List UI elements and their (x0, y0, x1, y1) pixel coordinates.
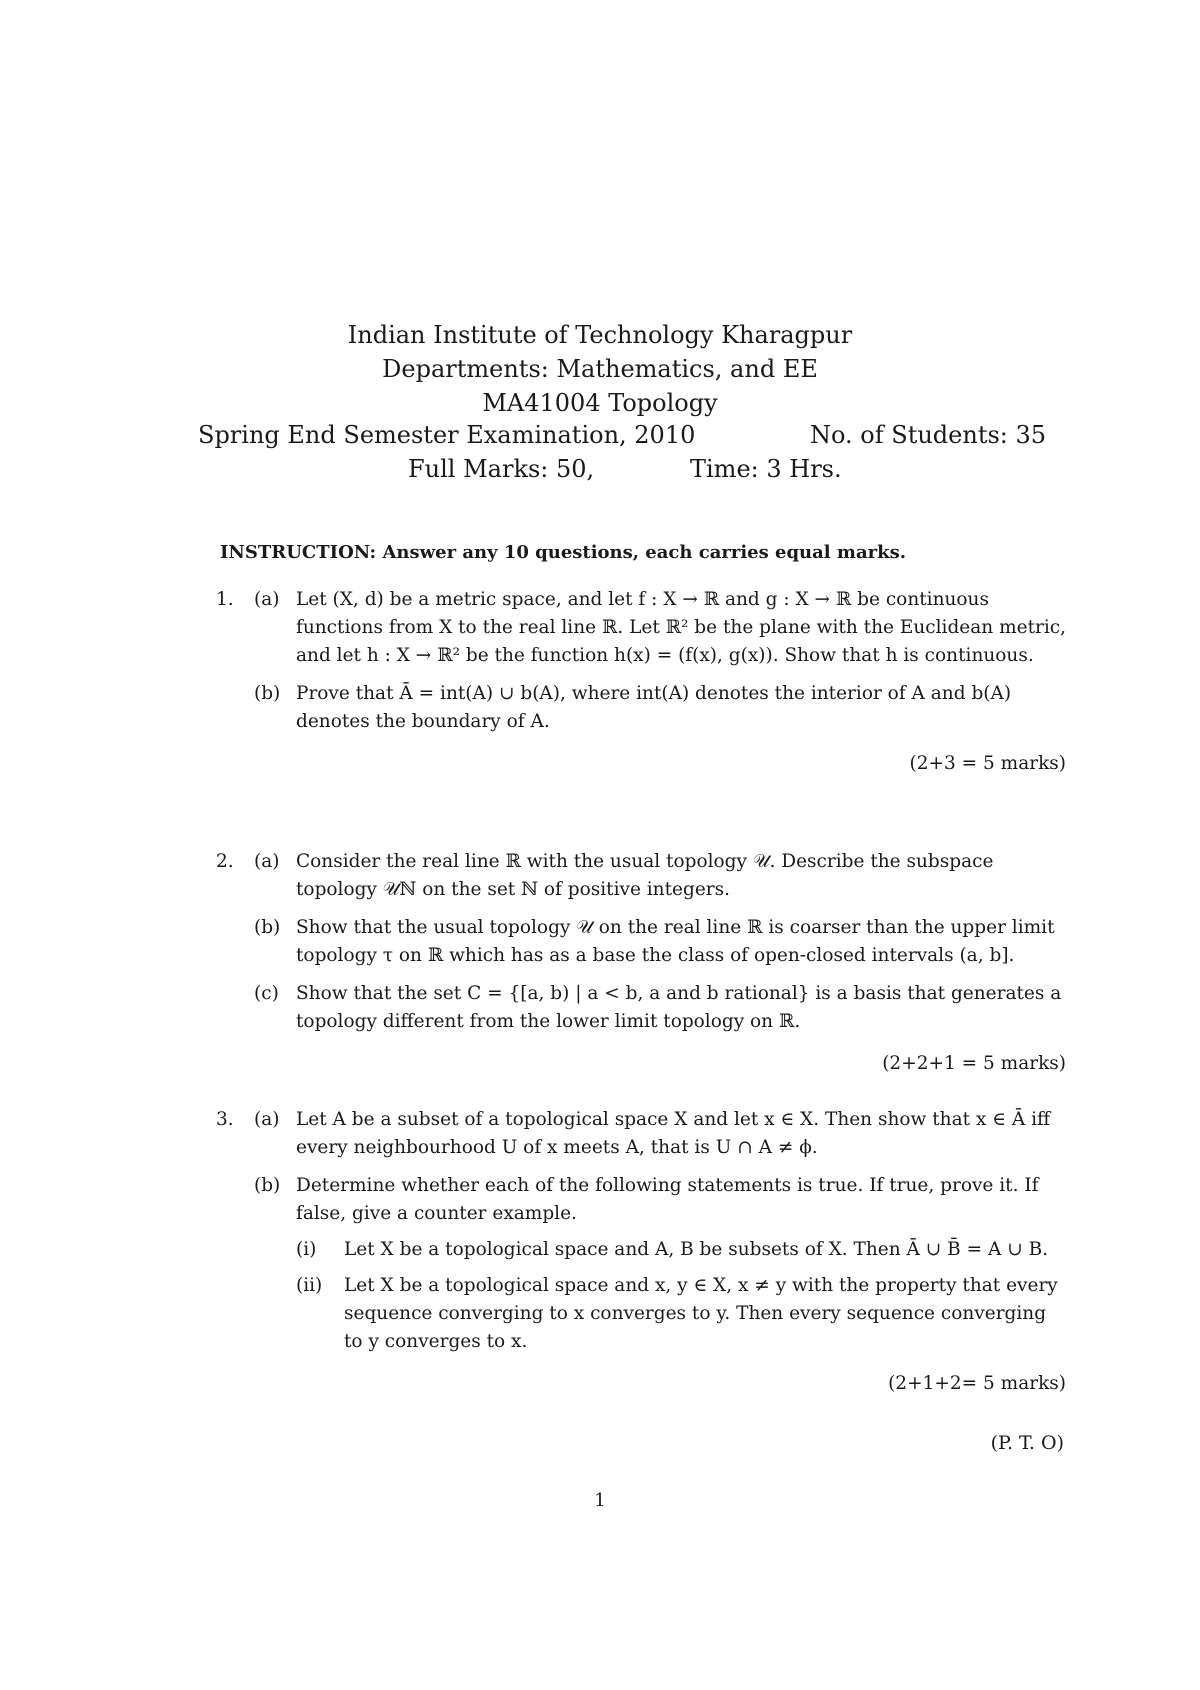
question-3 (216, 1106, 1066, 1398)
full-marks: Full Marks: 50, (408, 455, 595, 483)
question-number: 1. (216, 589, 234, 610)
exam-session: Spring End Semester Examination, 2010 (198, 421, 696, 449)
part-label: (a) (254, 1109, 280, 1130)
part-text: Consider the real line ℝ with the usual topology 𝒰. Describe the subspace topology 𝒰ℕ on the set ℕ of positive integers. (296, 851, 994, 900)
part-label: (b) (254, 1175, 281, 1196)
question-part (254, 586, 1066, 670)
subpart-text: Let X be a topological space and x, y ∈ X, x ≠ y with the property that every sequence converging to x converges to y. Then every sequence converging to y converges to x. (344, 1275, 1058, 1352)
question-part (254, 680, 1066, 736)
question-1 (216, 586, 1066, 778)
question-part (254, 1106, 1066, 1162)
page-number: 1 (594, 1490, 606, 1511)
marks-allocation: (2+1+2= 5 marks) (888, 1373, 1066, 1394)
part-text: Determine whether each of the following statements is true. If true, prove it. If false, give a counter example. (296, 1175, 1039, 1224)
subpart-item (296, 1272, 1066, 1356)
part-label: (a) (254, 589, 280, 610)
part-label: (b) (254, 917, 281, 938)
part-label: (b) (254, 683, 281, 704)
exam-time: Time: 3 Hrs. (690, 455, 842, 483)
part-text: Let (X, d) be a metric space, and let f : X → ℝ and g : X → ℝ be continuous functions from X to the real line ℝ. Let ℝ² be the plane with the Euclidean metric, and let h : X → ℝ² be the function h(x) = (f(x), g(x)). Show that h is continuous. (296, 589, 1066, 666)
instruction: INSTRUCTION: Answer any 10 questions, each carries equal marks. (220, 542, 906, 563)
question-part (254, 980, 1066, 1036)
part-text: Show that the set C = {[a, b) | a < b, a and b rational} is a basis that generates a topology different from the lower limit topology on ℝ. (296, 983, 1062, 1032)
question-part (254, 914, 1066, 970)
subpart-item (296, 1236, 1066, 1264)
institute-name: Indian Institute of Technology Kharagpur (347, 321, 853, 349)
student-count: No. of Students: 35 (810, 421, 1047, 449)
subpart-label: (i) (296, 1239, 317, 1260)
please-turn-over: (P. T. O) (990, 1432, 1064, 1454)
subpart-list (296, 1236, 1066, 1356)
exam-header (0, 318, 1200, 420)
departments-line: Departments: Mathematics, and EE (382, 355, 818, 383)
marks-allocation: (2+2+1 = 5 marks) (882, 1053, 1066, 1074)
question-number: 3. (216, 1109, 234, 1130)
part-text: Show that the usual topology 𝒰 on the real line ℝ is coarser than the upper limit topology τ on ℝ which has as a base the class of open-closed intervals (a, b]. (296, 917, 1055, 966)
marks-allocation: (2+3 = 5 marks) (909, 753, 1066, 774)
part-label: (c) (254, 983, 279, 1004)
part-text: Prove that Ā = int(A) ∪ b(A), where int(A) denotes the interior of A and b(A) denotes the boundary of A. (296, 683, 1012, 732)
course-title: MA41004 Topology (482, 389, 718, 417)
part-text: Let A be a subset of a topological space X and let x ∈ X. Then show that x ∈ Ā iff every neighbourhood U of x meets A, that is U ∩ A ≠ ϕ. (296, 1109, 1051, 1158)
subpart-text: Let X be a topological space and A, B be subsets of X. Then Ā ∪ B̄ = A ∪ B. (344, 1239, 1049, 1260)
question-part (254, 848, 1066, 904)
question-number: 2. (216, 851, 234, 872)
subpart-label: (ii) (296, 1275, 323, 1296)
question-part (254, 1172, 1066, 1356)
question-2 (216, 848, 1066, 1078)
part-label: (a) (254, 851, 280, 872)
